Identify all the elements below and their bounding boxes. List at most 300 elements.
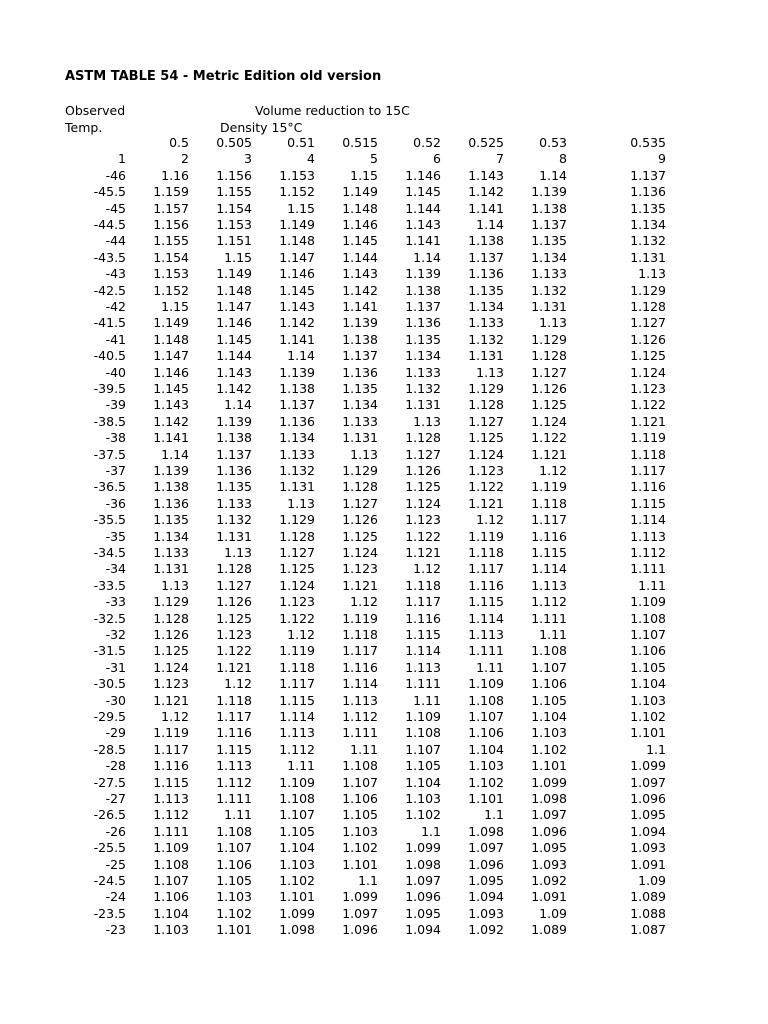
- value-cell: 1.091: [630, 856, 666, 872]
- temp-cell: -31: [105, 659, 126, 675]
- value-cell: 1.159: [153, 184, 189, 200]
- value-cell: 1.15: [350, 167, 378, 183]
- table-row: [0, 217, 768, 233]
- value-cell: 1.148: [279, 233, 315, 249]
- value-cell: 1.139: [216, 413, 252, 429]
- value-cell: 1.137: [405, 299, 441, 314]
- value-cell: 1.106: [468, 725, 504, 741]
- value-cell: 1.157: [153, 200, 189, 216]
- value-cell: 1.107: [216, 840, 252, 856]
- value-cell: 1.097: [342, 905, 378, 921]
- value-cell: 1.102: [342, 840, 378, 856]
- value-cell: 1.099: [630, 758, 666, 774]
- value-cell: 1.133: [153, 545, 189, 560]
- value-cell: 1.131: [279, 479, 315, 495]
- value-cell: 1.107: [153, 873, 189, 888]
- value-cell: 1.133: [342, 413, 378, 429]
- value-cell: 1.113: [405, 659, 441, 675]
- table-row: [0, 906, 768, 922]
- value-cell: 1.118: [342, 627, 378, 642]
- value-cell: 1.138: [153, 479, 189, 495]
- temp-cell: -46: [105, 167, 126, 183]
- temp-cell: -32: [105, 627, 126, 642]
- value-cell: 1.099: [531, 774, 567, 790]
- value-cell: 1.128: [405, 430, 441, 446]
- value-cell: 1.108: [405, 725, 441, 741]
- value-cell: 1.133: [405, 364, 441, 380]
- value-cell: 1.108: [153, 856, 189, 872]
- value-cell: 1.156: [216, 167, 252, 183]
- table-row: [0, 725, 768, 741]
- table-row: [0, 742, 768, 758]
- value-cell: 1.134: [405, 348, 441, 364]
- value-cell: 1.124: [279, 577, 315, 593]
- table-row: [0, 299, 768, 315]
- value-cell: 1.126: [405, 463, 441, 478]
- value-cell: 1.106: [531, 676, 567, 692]
- value-cell: 1.137: [531, 217, 567, 232]
- value-cell: 1.128: [342, 479, 378, 495]
- value-cell: 1.117: [342, 643, 378, 659]
- value-cell: 1.146: [279, 266, 315, 282]
- temp-cell: -40: [105, 364, 126, 380]
- value-cell: 1.136: [153, 495, 189, 511]
- value-cell: 1.109: [405, 709, 441, 724]
- value-cell: 1.126: [342, 512, 378, 528]
- table-row: [0, 430, 768, 446]
- value-cell: 1.092: [468, 922, 504, 938]
- value-cell: 1.138: [531, 200, 567, 216]
- value-cell: 1.108: [630, 610, 666, 626]
- temp-cell: -39: [105, 397, 126, 413]
- density-value: 0.505: [216, 135, 252, 150]
- density-value: 0.515: [342, 135, 378, 150]
- table-row: [0, 791, 768, 807]
- value-cell: 1.124: [342, 545, 378, 560]
- value-cell: 1.104: [630, 676, 666, 692]
- value-cell: 1.135: [468, 282, 504, 298]
- value-cell: 1.124: [531, 413, 567, 429]
- column-number: 4: [307, 151, 315, 167]
- value-cell: 1.102: [468, 774, 504, 790]
- value-cell: 1.135: [342, 381, 378, 396]
- value-cell: 1.14: [413, 249, 441, 265]
- value-cell: 1.119: [531, 479, 567, 495]
- table-row: [0, 561, 768, 577]
- value-cell: 1.137: [216, 446, 252, 462]
- value-cell: 1.127: [531, 364, 567, 380]
- value-cell: 1.107: [405, 741, 441, 757]
- value-cell: 1.107: [342, 774, 378, 790]
- value-cell: 1.102: [216, 905, 252, 921]
- value-cell: 1.152: [153, 282, 189, 298]
- temp-cell: -41.5: [93, 315, 126, 331]
- value-cell: 1.116: [630, 479, 666, 495]
- value-cell: 1.139: [342, 315, 378, 331]
- table-row: [0, 381, 768, 397]
- value-cell: 1.138: [468, 233, 504, 249]
- value-cell: 1.095: [630, 807, 666, 823]
- value-cell: 1.093: [531, 856, 567, 872]
- value-cell: 1.137: [468, 249, 504, 265]
- value-cell: 1.137: [630, 167, 666, 183]
- value-cell: 1.13: [476, 364, 504, 380]
- value-cell: 1.13: [224, 545, 252, 560]
- value-cell: 1.103: [216, 889, 252, 905]
- temp-cell: -24.5: [93, 873, 126, 888]
- value-cell: 1.14: [476, 217, 504, 232]
- value-cell: 1.127: [630, 315, 666, 331]
- value-cell: 1.096: [342, 922, 378, 938]
- value-cell: 1.129: [630, 282, 666, 298]
- value-cell: 1.122: [630, 397, 666, 413]
- value-cell: 1.101: [279, 889, 315, 905]
- value-cell: 1.111: [531, 610, 567, 626]
- value-cell: 1.153: [279, 167, 315, 183]
- table-row: [0, 824, 768, 840]
- value-cell: 1.109: [630, 594, 666, 610]
- value-cell: 1.149: [342, 184, 378, 200]
- value-cell: 1.149: [216, 266, 252, 282]
- value-cell: 1.15: [161, 299, 189, 314]
- value-cell: 1.105: [342, 807, 378, 823]
- value-cell: 1.114: [630, 512, 666, 528]
- value-cell: 1.11: [287, 758, 315, 774]
- value-cell: 1.116: [216, 725, 252, 741]
- value-cell: 1.103: [405, 791, 441, 806]
- value-cell: 1.117: [468, 561, 504, 577]
- value-cell: 1.096: [468, 856, 504, 872]
- value-cell: 1.151: [216, 233, 252, 249]
- value-cell: 1.142: [279, 315, 315, 331]
- value-cell: 1.115: [405, 627, 441, 642]
- temp-cell: -38: [105, 430, 126, 446]
- value-cell: 1.11: [476, 659, 504, 675]
- value-cell: 1.14: [224, 397, 252, 413]
- value-cell: 1.129: [342, 463, 378, 478]
- volume-reduction-header: Volume reduction to 15C: [255, 103, 410, 118]
- value-cell: 1.113: [153, 791, 189, 806]
- value-cell: 1.138: [216, 430, 252, 446]
- value-cell: 1.104: [279, 840, 315, 856]
- value-cell: 1.141: [468, 200, 504, 216]
- value-cell: 1.099: [279, 905, 315, 921]
- value-cell: 1.089: [531, 922, 567, 938]
- temp-cell: -33: [105, 594, 126, 610]
- value-cell: 1.136: [405, 315, 441, 331]
- value-cell: 1.11: [350, 741, 378, 757]
- value-cell: 1.139: [405, 266, 441, 282]
- value-cell: 1.127: [468, 413, 504, 429]
- value-cell: 1.105: [279, 823, 315, 839]
- temp-cell: -38.5: [93, 413, 126, 429]
- value-cell: 1.12: [161, 709, 189, 724]
- value-cell: 1.112: [630, 545, 666, 560]
- value-cell: 1.125: [216, 610, 252, 626]
- value-cell: 1.105: [216, 873, 252, 888]
- temp-cell: -43: [105, 266, 126, 282]
- value-cell: 1.117: [216, 709, 252, 724]
- table-row: [0, 463, 768, 479]
- value-cell: 1.123: [630, 381, 666, 396]
- value-cell: 1.141: [279, 331, 315, 347]
- temp-cell: -35.5: [93, 512, 126, 528]
- value-cell: 1.14: [161, 446, 189, 462]
- value-cell: 1.123: [279, 594, 315, 610]
- value-cell: 1.107: [468, 709, 504, 724]
- value-cell: 1.107: [531, 659, 567, 675]
- value-cell: 1.134: [153, 528, 189, 544]
- value-cell: 1.103: [468, 758, 504, 774]
- value-cell: 1.116: [468, 577, 504, 593]
- table-row: [0, 168, 768, 184]
- column-number: 2: [181, 151, 189, 167]
- value-cell: 1.119: [630, 430, 666, 446]
- value-cell: 1.095: [405, 905, 441, 921]
- value-cell: 1.141: [153, 430, 189, 446]
- value-cell: 1.122: [531, 430, 567, 446]
- value-cell: 1.11: [539, 627, 567, 642]
- temp-cell: -30: [105, 692, 126, 708]
- value-cell: 1.12: [539, 463, 567, 478]
- value-cell: 1.089: [630, 889, 666, 905]
- value-cell: 1.134: [279, 430, 315, 446]
- value-cell: 1.093: [468, 905, 504, 921]
- table-row: [0, 578, 768, 594]
- value-cell: 1.126: [153, 627, 189, 642]
- value-cell: 1.13: [287, 495, 315, 511]
- value-cell: 1.115: [216, 741, 252, 757]
- table-row: [0, 676, 768, 692]
- value-cell: 1.102: [405, 807, 441, 823]
- value-cell: 1.097: [531, 807, 567, 823]
- value-cell: 1.114: [531, 561, 567, 577]
- value-cell: 1.095: [468, 873, 504, 888]
- value-cell: 1.135: [405, 331, 441, 347]
- table-row: [0, 365, 768, 381]
- temp-cell: -25.5: [93, 840, 126, 856]
- value-cell: 1.105: [531, 692, 567, 708]
- value-cell: 1.091: [531, 889, 567, 905]
- value-cell: 1.104: [405, 774, 441, 790]
- table-row: [0, 660, 768, 676]
- value-cell: 1.143: [405, 217, 441, 232]
- observed-header: Observed: [65, 103, 126, 118]
- value-cell: 1.154: [216, 200, 252, 216]
- table-row: [0, 447, 768, 463]
- table-row: [0, 873, 768, 889]
- value-cell: 1.138: [342, 331, 378, 347]
- temp-cell: -44.5: [93, 217, 126, 232]
- value-cell: 1.134: [342, 397, 378, 413]
- value-cell: 1.132: [216, 512, 252, 528]
- value-cell: 1.119: [342, 610, 378, 626]
- value-cell: 1.107: [279, 807, 315, 823]
- value-cell: 1.13: [161, 577, 189, 593]
- column-number: 6: [433, 151, 441, 167]
- value-cell: 1.113: [342, 692, 378, 708]
- value-cell: 1.103: [531, 725, 567, 741]
- value-cell: 1.132: [279, 463, 315, 478]
- value-cell: 1.127: [405, 446, 441, 462]
- value-cell: 1.133: [216, 495, 252, 511]
- value-cell: 1.124: [468, 446, 504, 462]
- table-row: [0, 512, 768, 528]
- value-cell: 1.128: [153, 610, 189, 626]
- temp-cell: -41: [105, 331, 126, 347]
- value-cell: 1.101: [216, 922, 252, 938]
- value-cell: 1.088: [630, 905, 666, 921]
- value-cell: 1.119: [468, 528, 504, 544]
- temp-cell: -35: [105, 528, 126, 544]
- value-cell: 1.118: [405, 577, 441, 593]
- value-cell: 1.118: [630, 446, 666, 462]
- value-cell: 1.122: [468, 479, 504, 495]
- column-number: 5: [370, 151, 378, 167]
- value-cell: 1.128: [216, 561, 252, 577]
- temp-cell: -26: [105, 823, 126, 839]
- value-cell: 1.111: [216, 791, 252, 806]
- value-cell: 1.125: [153, 643, 189, 659]
- value-cell: 1.142: [468, 184, 504, 200]
- value-cell: 1.145: [279, 282, 315, 298]
- temp-cell: -24: [105, 889, 126, 905]
- value-cell: 1.123: [216, 627, 252, 642]
- value-cell: 1.14: [539, 167, 567, 183]
- value-cell: 1.098: [279, 922, 315, 938]
- density-value: 0.525: [468, 135, 504, 150]
- table-row: [0, 709, 768, 725]
- value-cell: 1.153: [153, 266, 189, 282]
- value-cell: 1.131: [342, 430, 378, 446]
- table-row: [0, 611, 768, 627]
- value-cell: 1.133: [279, 446, 315, 462]
- value-cell: 1.1: [421, 823, 441, 839]
- value-cell: 1.13: [350, 446, 378, 462]
- value-cell: 1.117: [279, 676, 315, 692]
- value-cell: 1.12: [287, 627, 315, 642]
- value-cell: 1.145: [153, 381, 189, 396]
- value-cell: 1.098: [468, 823, 504, 839]
- value-cell: 1.128: [531, 348, 567, 364]
- value-cell: 1.108: [216, 823, 252, 839]
- value-cell: 1.129: [468, 381, 504, 396]
- value-cell: 1.113: [468, 627, 504, 642]
- value-cell: 1.117: [405, 594, 441, 610]
- value-cell: 1.131: [405, 397, 441, 413]
- value-cell: 1.131: [216, 528, 252, 544]
- value-cell: 1.092: [531, 873, 567, 888]
- value-cell: 1.134: [630, 217, 666, 232]
- value-cell: 1.136: [342, 364, 378, 380]
- value-cell: 1.096: [531, 823, 567, 839]
- value-cell: 1.115: [531, 545, 567, 560]
- value-cell: 1.106: [216, 856, 252, 872]
- temp-cell: -29.5: [93, 709, 126, 724]
- value-cell: 1.096: [405, 889, 441, 905]
- temp-cell: -29: [105, 725, 126, 741]
- value-cell: 1.123: [405, 512, 441, 528]
- value-cell: 1.104: [153, 905, 189, 921]
- value-cell: 1.132: [630, 233, 666, 249]
- value-cell: 1.122: [216, 643, 252, 659]
- value-cell: 1.112: [342, 709, 378, 724]
- value-cell: 1.129: [531, 331, 567, 347]
- value-cell: 1.12: [476, 512, 504, 528]
- value-cell: 1.136: [468, 266, 504, 282]
- value-cell: 1.111: [630, 561, 666, 577]
- value-cell: 1.146: [405, 167, 441, 183]
- temp-cell: -27: [105, 791, 126, 806]
- density-value: 0.52: [413, 135, 441, 150]
- value-cell: 1.122: [279, 610, 315, 626]
- value-cell: 1.118: [531, 495, 567, 511]
- value-cell: 1.125: [630, 348, 666, 364]
- table-row: [0, 496, 768, 512]
- temp-cell: -28.5: [93, 741, 126, 757]
- value-cell: 1.135: [531, 233, 567, 249]
- value-cell: 1.125: [531, 397, 567, 413]
- table-row: [0, 283, 768, 299]
- value-cell: 1.12: [350, 594, 378, 610]
- temp-cell: -23.5: [93, 905, 126, 921]
- value-cell: 1.094: [405, 922, 441, 938]
- value-cell: 1.121: [153, 692, 189, 708]
- temp-cell: -34: [105, 561, 126, 577]
- page-title: ASTM TABLE 54 - Metric Edition old version: [65, 69, 382, 84]
- value-cell: 1.101: [630, 725, 666, 741]
- table-row: [0, 840, 768, 856]
- value-cell: 1.1: [484, 807, 504, 823]
- value-cell: 1.117: [531, 512, 567, 528]
- value-cell: 1.111: [153, 823, 189, 839]
- value-cell: 1.108: [279, 791, 315, 806]
- value-cell: 1.113: [630, 528, 666, 544]
- value-cell: 1.117: [153, 741, 189, 757]
- value-cell: 1.123: [153, 676, 189, 692]
- value-cell: 1.136: [630, 184, 666, 200]
- value-cell: 1.127: [279, 545, 315, 560]
- table-row: [0, 266, 768, 282]
- temp-cell: -43.5: [93, 249, 126, 265]
- temp-cell: -30.5: [93, 676, 126, 692]
- value-cell: 1.128: [468, 397, 504, 413]
- value-cell: 1.135: [216, 479, 252, 495]
- table-row: [0, 332, 768, 348]
- value-cell: 1.098: [531, 791, 567, 806]
- column-number-row: [0, 151, 768, 167]
- table-row: [0, 807, 768, 823]
- temp-cell: -37: [105, 463, 126, 478]
- value-cell: 1.15: [287, 200, 315, 216]
- value-cell: 1.147: [153, 348, 189, 364]
- value-cell: 1.148: [153, 331, 189, 347]
- temp-cell: -26.5: [93, 807, 126, 823]
- value-cell: 1.102: [630, 709, 666, 724]
- value-cell: 1.124: [153, 659, 189, 675]
- temp-cell: -40.5: [93, 348, 126, 364]
- temp-cell: -42.5: [93, 282, 126, 298]
- value-cell: 1.124: [405, 495, 441, 511]
- value-cell: 1.106: [342, 791, 378, 806]
- value-cell: 1.131: [153, 561, 189, 577]
- value-cell: 1.146: [342, 217, 378, 232]
- temp-cell: -31.5: [93, 643, 126, 659]
- value-cell: 1.132: [405, 381, 441, 396]
- value-cell: 1.126: [216, 594, 252, 610]
- density-value: 0.51: [287, 135, 315, 150]
- value-cell: 1.145: [342, 233, 378, 249]
